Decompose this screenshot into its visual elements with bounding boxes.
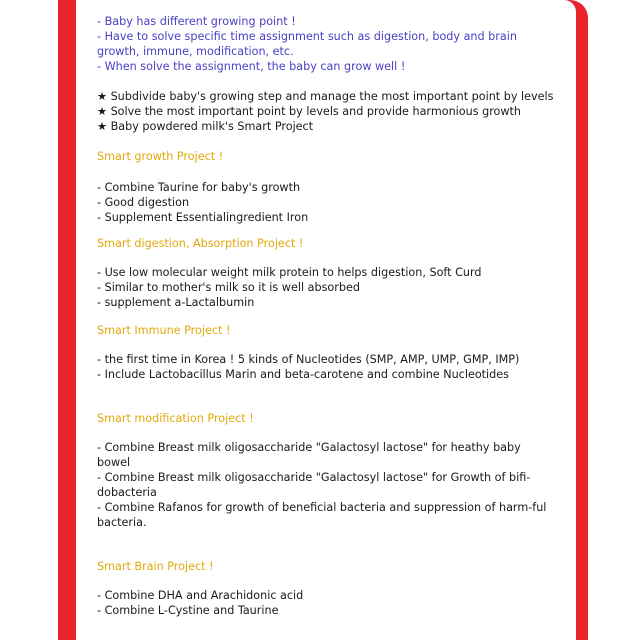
- section-item: - Similar to mother's milk so it is well absorbed: [97, 281, 360, 294]
- section-item: - Combine Breast milk oligosaccharide "Galactosyl lactose" for heathy baby bowel: [97, 441, 521, 469]
- section-smart-growth: [97, 149, 557, 225]
- intro-block: [97, 14, 557, 74]
- section-item: - Supplement Essentialingredient Iron: [97, 211, 309, 224]
- section-item: - Good digestion: [97, 196, 190, 209]
- highlight-line: ★ Subdivide baby's growing step and manage the most important point by levels: [97, 90, 554, 103]
- section-title: Smart digestion, Absorption Project !: [97, 237, 304, 250]
- section-item: - Combine Breast milk oligosaccharide "Galactosyl lactose" for Growth of bifi-dobacteria: [97, 471, 531, 499]
- section-smart-digestion: [97, 236, 557, 310]
- section-item: - Combine L-Cystine and Taurine: [97, 604, 279, 617]
- intro-line: - Baby has different growing point !: [97, 15, 296, 28]
- section-item: - Include Lactobacillus Marin and beta-carotene and combine Nucleotides: [97, 368, 509, 381]
- section-title: Smart Immune Project !: [97, 324, 231, 337]
- section-title: Smart modification Project !: [97, 412, 254, 425]
- section-item: - Combine Rafanos for growth of beneficial bacteria and suppression of harm-ful bacteria.: [97, 501, 547, 529]
- section-item: - the first time in Korea ! 5 kinds of Nucleotides (SMP, AMP, UMP, GMP, IMP): [97, 353, 520, 366]
- highlight-line: ★ Solve the most important point by levels and provide harmonious growth: [97, 105, 522, 118]
- highlight-line: ★ Baby powdered milk's Smart Project: [97, 120, 314, 133]
- section-items: [97, 440, 557, 530]
- section-items: [97, 265, 557, 310]
- section-item: - Use low molecular weight milk protein to helps digestion, Soft Curd: [97, 266, 482, 279]
- intro-line: - Have to solve specific time assignment such as digestion, body and brain growth, immune, modification, etc.: [97, 30, 517, 58]
- section-item: - Combine Taurine for baby's growth: [97, 181, 301, 194]
- section-title: Smart Brain Project !: [97, 560, 214, 573]
- section-items: [97, 352, 557, 382]
- section-smart-brain: [97, 559, 557, 618]
- section-item: - supplement a-Lactalbumin: [97, 296, 255, 309]
- section-items: [97, 180, 557, 225]
- section-items: [97, 588, 557, 618]
- highlights-block: [97, 89, 557, 134]
- section-smart-immune: [97, 323, 557, 382]
- section-smart-modification: [97, 411, 557, 530]
- intro-line: - When solve the assignment, the baby can grow well !: [97, 60, 406, 73]
- section-title: Smart growth Project !: [97, 150, 224, 163]
- section-item: - Combine DHA and Arachidonic acid: [97, 589, 304, 602]
- document-text: [97, 14, 557, 618]
